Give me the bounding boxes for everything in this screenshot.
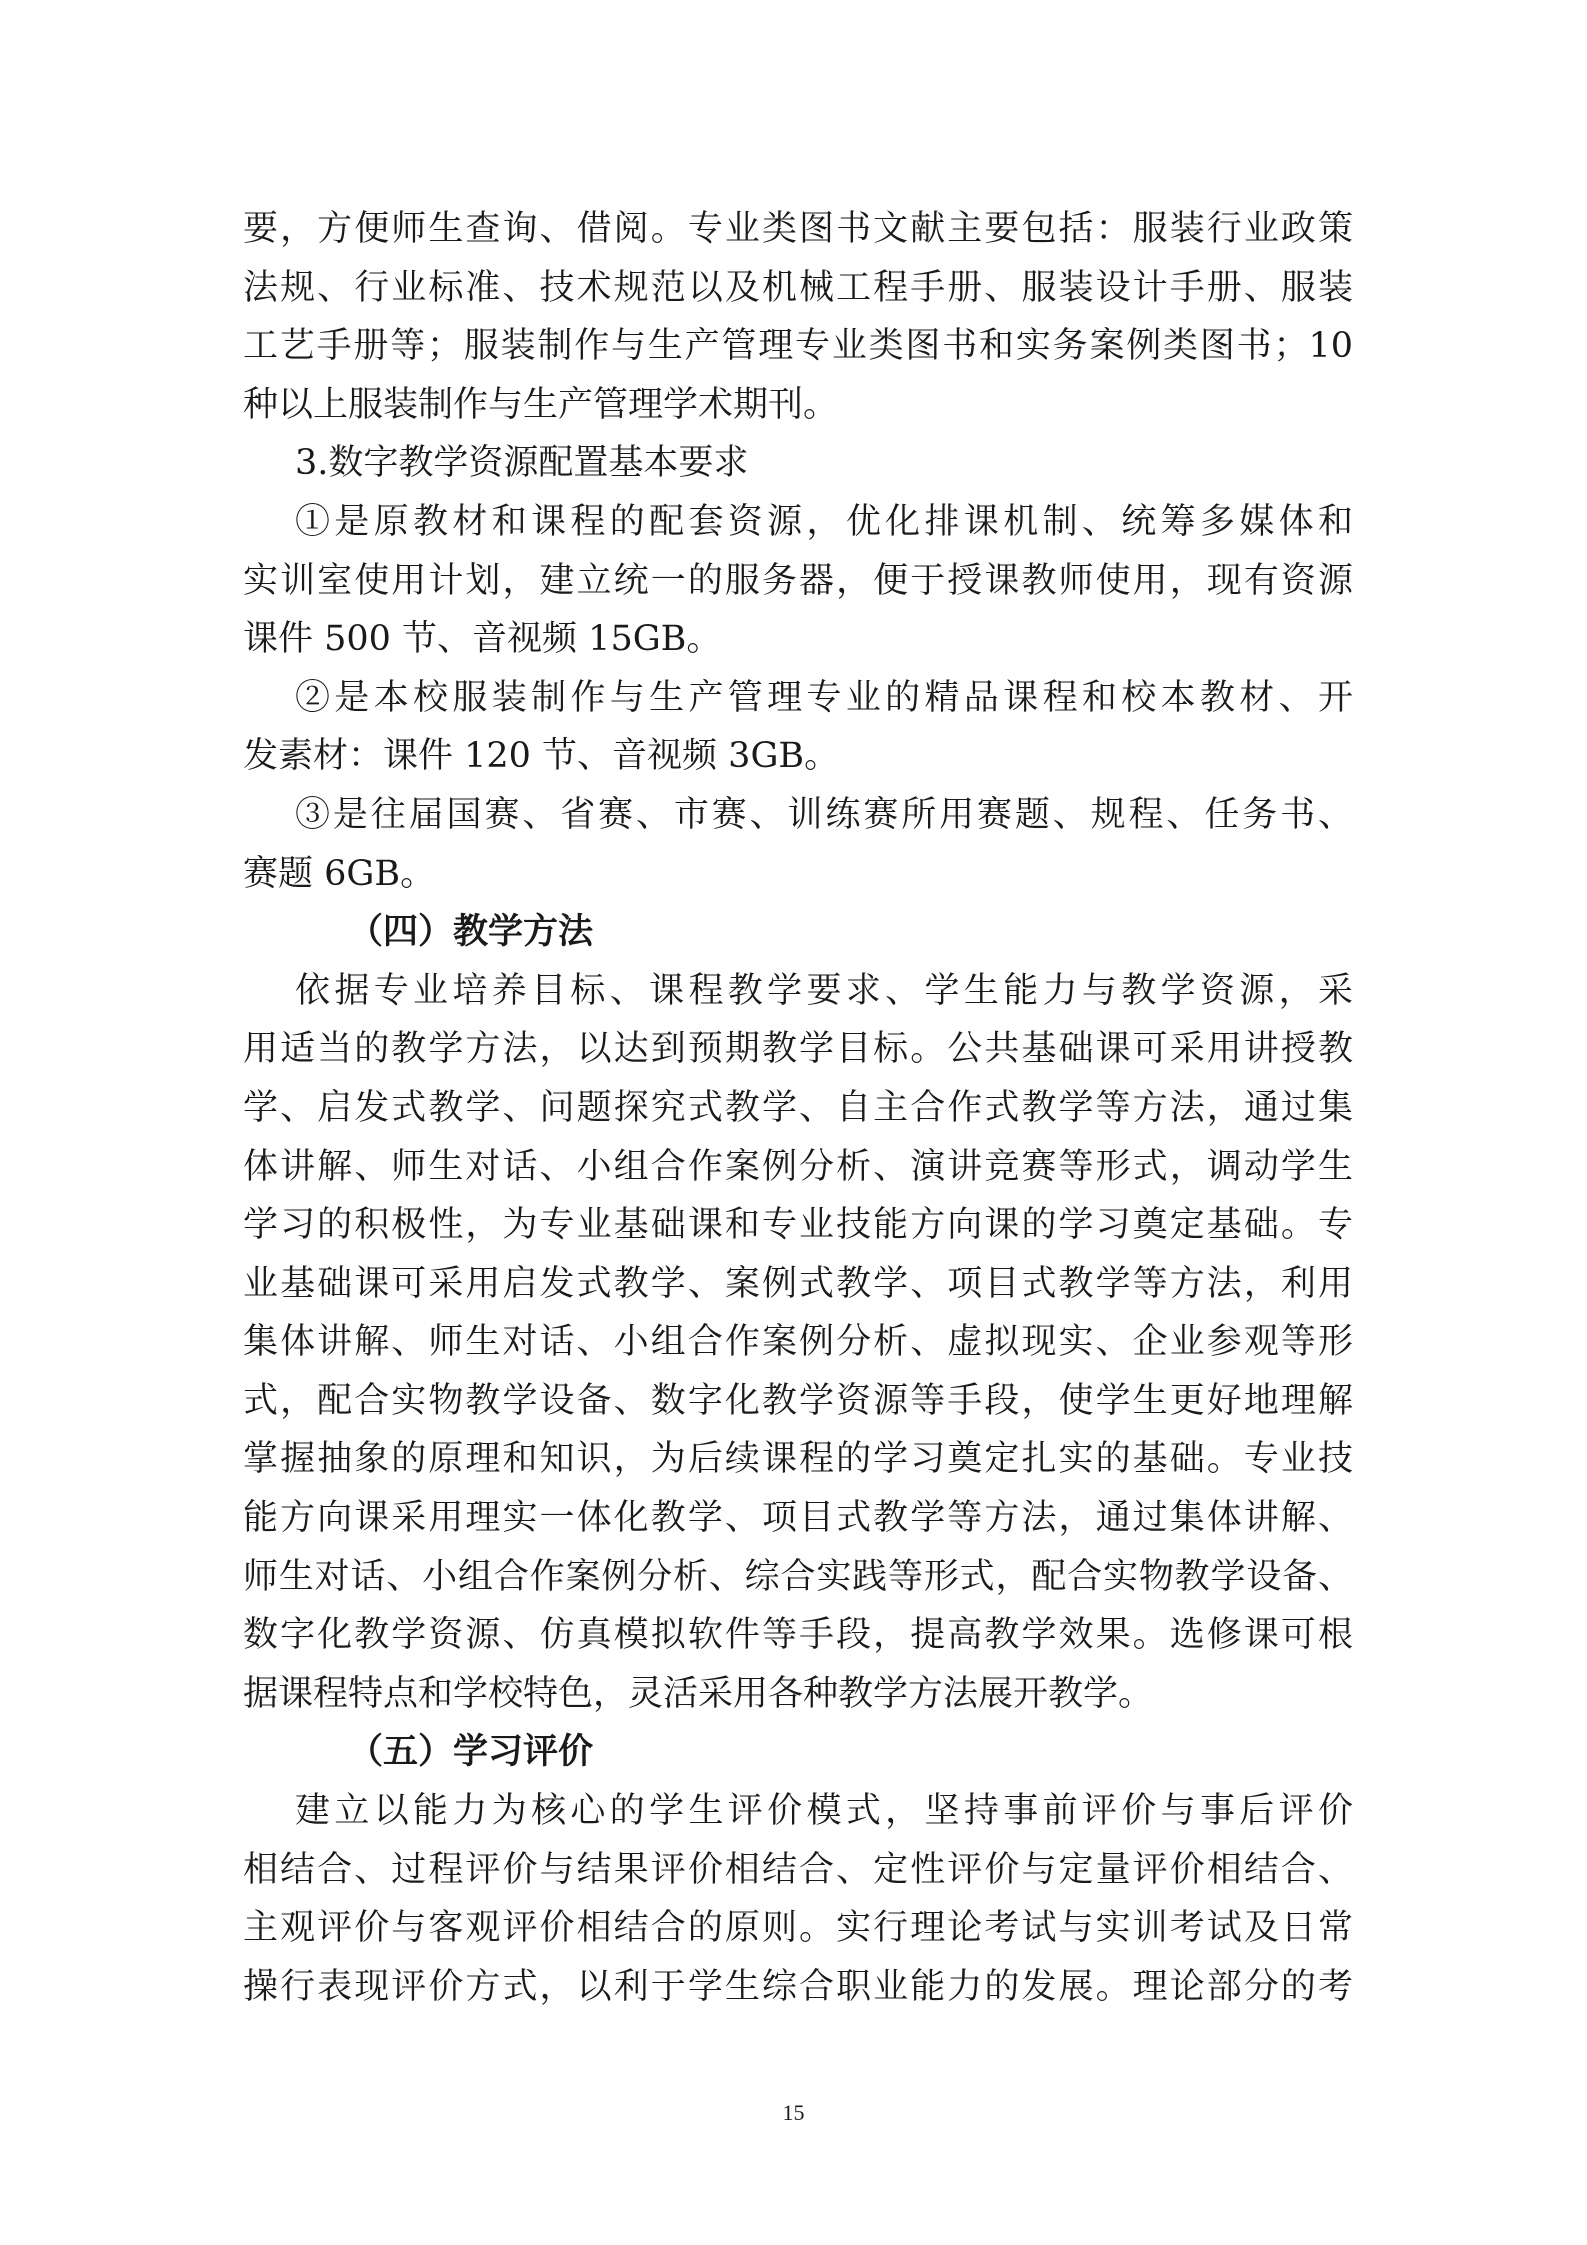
text-line: 学、启发式教学、问题探究式教学、自主合作式教学等方法，通过集 <box>243 1087 1353 1128</box>
text-line: 据课程特点和学校特色，灵活采用各种教学方法展开教学。 <box>243 1673 1154 1714</box>
text-line: 依据专业培养目标、课程教学要求、学生能力与教学资源，采 <box>295 970 1353 1011</box>
section-heading: （五）学习评价 <box>348 1731 594 1773</box>
text-line: 要，方便师生查询、借阅。专业类图书文献主要包括：服装行业政策 <box>243 209 1353 249</box>
text-line: 建立以能力为核心的学生评价模式，坚持事前评价与事后评价 <box>295 1791 1353 1832</box>
text-line: 业基础课可采用启发式教学、案例式教学、项目式教学等方法，利用 <box>243 1263 1353 1304</box>
text-line: 学习的积极性，为专业基础课和专业技能方向课的学习奠定基础。专 <box>243 1205 1353 1246</box>
text-line: 工艺手册等；服装制作与生产管理专业类图书和实务案例类图书；10 <box>243 326 1353 367</box>
text-line: 用适当的教学方法，以达到预期教学目标。公共基础课可采用讲授教 <box>243 1029 1353 1070</box>
text-line: 能方向课采用理实一体化教学、项目式教学等方法，通过集体讲解、 <box>243 1498 1353 1539</box>
page-number: 15 <box>782 2100 805 2125</box>
text-line: 3.数字教学资源配置基本要求 <box>295 443 749 484</box>
text-line: ①是原教材和课程的配套资源，优化排课机制、统筹多媒体和 <box>295 501 1353 542</box>
text-line: 相结合、过程评价与结果评价相结合、定性评价与定量评价相结合、 <box>243 1849 1353 1890</box>
text-line: 课件 500 节、音视频 15GB。 <box>243 619 722 660</box>
text-line: 种以上服装制作与生产管理学术期刊。 <box>243 384 839 425</box>
text-line: ②是本校服装制作与生产管理专业的精品课程和校本教材、开 <box>295 677 1353 718</box>
text-line: 操行表现评价方式，以利于学生综合职业能力的发展。理论部分的考 <box>243 1966 1353 2007</box>
text-line: 发素材：课件 120 节、音视频 3GB。 <box>243 736 840 777</box>
text-line: 集体讲解、师生对话、小组合作案例分析、虚拟现实、企业参观等形 <box>243 1322 1353 1363</box>
text-line: 式，配合实物教学设备、数字化教学资源等手段，使学生更好地理解 <box>243 1380 1353 1421</box>
text-line: 法规、行业标准、技术规范以及机械工程手册、服装设计手册、服装 <box>243 267 1353 308</box>
text-line: ③是往届国赛、省赛、市赛、训练赛所用赛题、规程、任务书、 <box>295 794 1353 835</box>
text-line: 主观评价与客观评价相结合的原则。实行理论考试与实训考试及日常 <box>243 1908 1353 1949</box>
text-line: 实训室使用计划，建立统一的服务器，便于授课教师使用，现有资源 <box>243 560 1353 601</box>
body-text <box>243 200 1353 2016</box>
text-line: 体讲解、师生对话、小组合作案例分析、演讲竞赛等形式，调动学生 <box>243 1146 1353 1187</box>
text-line: 师生对话、小组合作案例分析、综合实践等形式，配合实物教学设备、 <box>243 1556 1353 1597</box>
section-heading: （四）教学方法 <box>348 911 594 953</box>
text-line: 掌握抽象的原理和知识，为后续课程的学习奠定扎实的基础。专业技 <box>243 1439 1353 1480</box>
text-line: 赛题 6GB。 <box>243 853 436 894</box>
text-line: 数字化教学资源、仿真模拟软件等手段，提高教学效果。选修课可根 <box>243 1615 1353 1656</box>
